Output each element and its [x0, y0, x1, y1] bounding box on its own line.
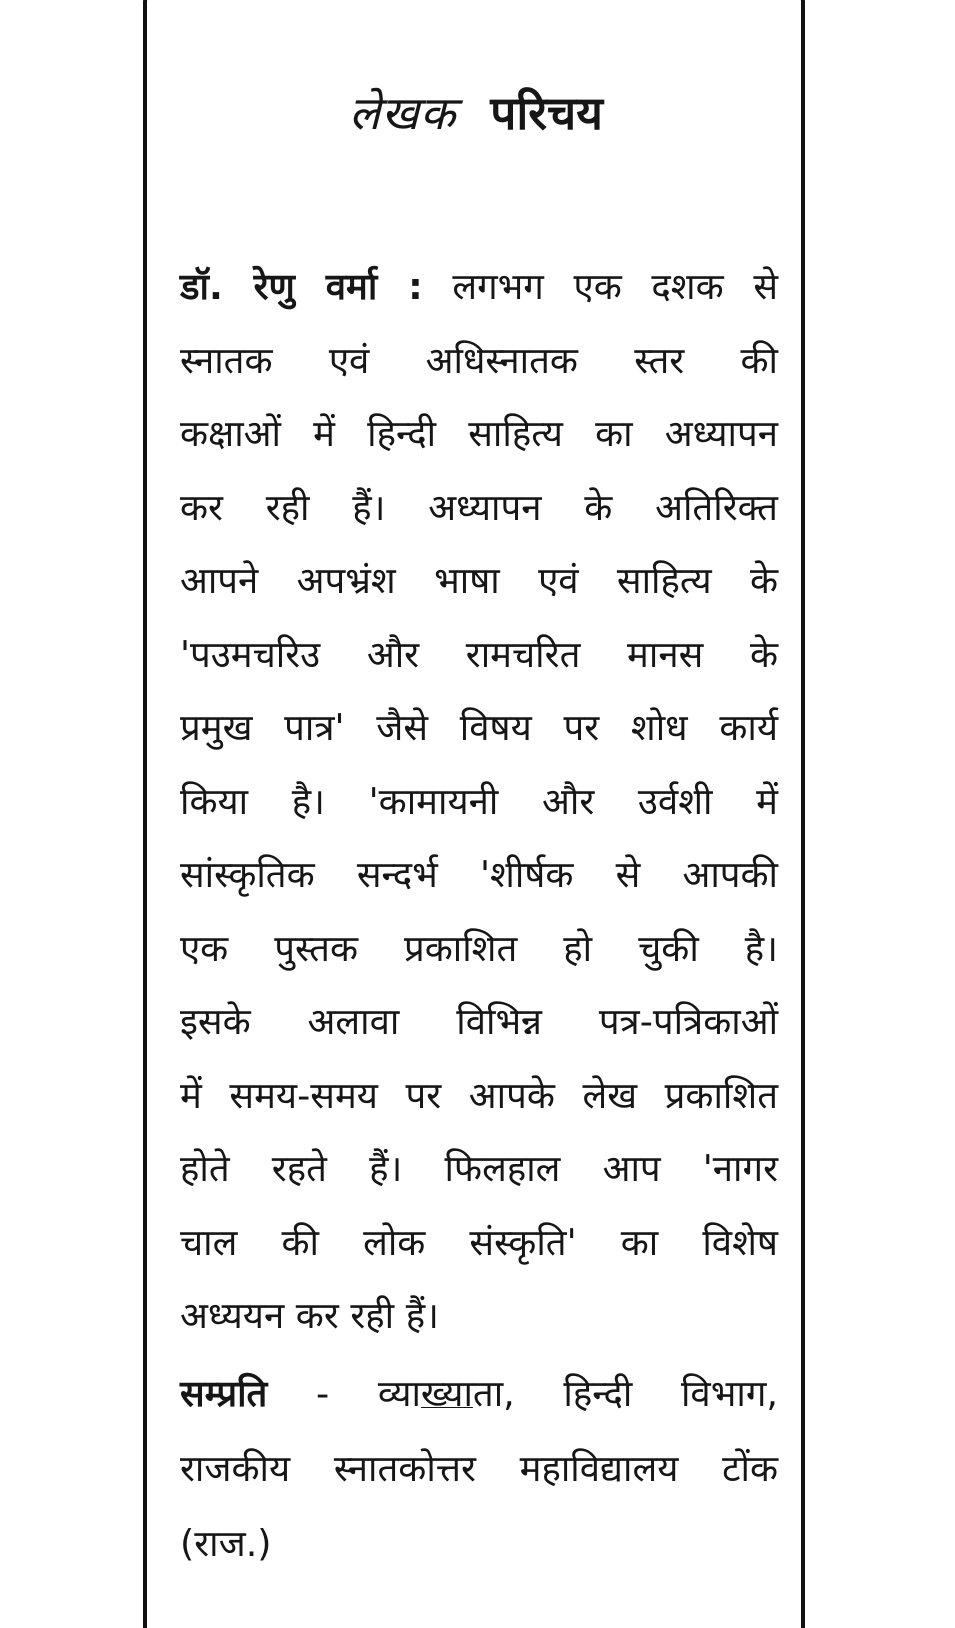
bio-line: कक्षाओं में हिन्दी साहित्य का अध्यापन: [180, 412, 778, 455]
bio-line: किया है। 'कामायनी और उर्वशी में: [180, 779, 778, 823]
title-word-introduction: परिचय: [490, 86, 603, 140]
bio-line: चाल की लोक संस्कृति' का विशेष: [180, 1220, 778, 1264]
current-position-line: सम्प्रति - व्याख्याता, हिन्दी विभाग,: [180, 1372, 778, 1415]
underlined-text: ख्या: [420, 1372, 473, 1415]
bio-line: अध्ययन कर रही हैं।: [180, 1294, 439, 1337]
institution-line: राजकीय स्नातकोत्तर महाविद्यालय टोंक: [180, 1447, 778, 1490]
bio-line: डॉ. रेणु वर्मा : लगभग एक दशक से: [180, 265, 778, 308]
current-position: [180, 1356, 778, 1581]
bio-line: 'पउमचरिउ और रामचरित मानस के: [180, 632, 778, 676]
author-bio: [180, 250, 778, 1353]
bio-line: प्रमुख पात्र' जैसे विषय पर शोध कार्य: [180, 706, 778, 749]
title-word-author: लेखक: [349, 86, 457, 140]
bio-line: स्नातक एवं अधिस्नातक स्तर की: [180, 338, 778, 382]
bio-line: आपने अपभ्रंश भाषा एवं साहित्य के: [180, 559, 778, 602]
bio-line: होते रहते हैं। फिलहाल आप 'नागर: [180, 1147, 778, 1190]
current-position-label: सम्प्रति: [180, 1372, 268, 1415]
bio-line: एक पुस्तक प्रकाशित हो चुकी है।: [180, 926, 778, 970]
state-line: (राज.): [180, 1522, 272, 1565]
bio-line: में समय-समय पर आपके लेख प्रकाशित: [180, 1073, 778, 1117]
bio-line: कर रही हैं। अध्यापन के अतिरिक्त: [180, 485, 778, 529]
author-name: डॉ. रेणु वर्मा :: [180, 265, 423, 308]
bio-line: सांस्कृतिक सन्दर्भ 'शीर्षक से आपकी: [180, 853, 778, 896]
page-title: [143, 78, 809, 148]
bio-line: इसके अलावा विभिन्न पत्र-पत्रिकाओं: [180, 1000, 778, 1043]
